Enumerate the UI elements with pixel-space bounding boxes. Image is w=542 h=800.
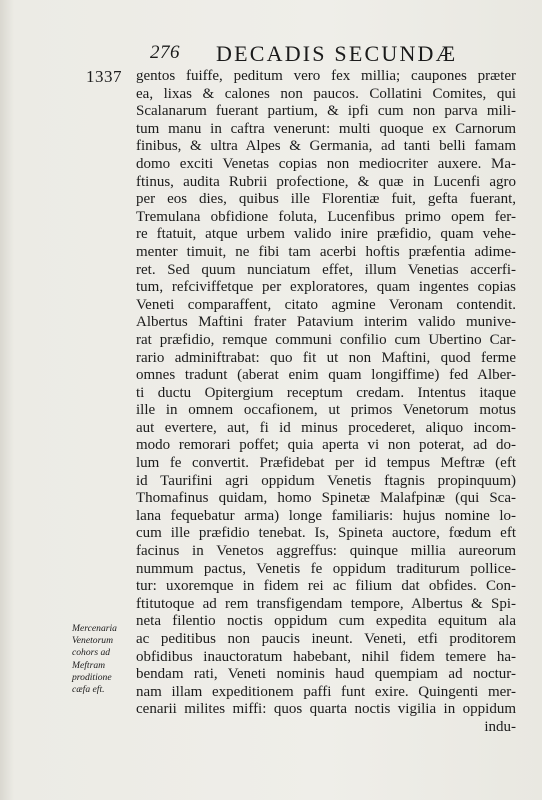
text-line: tur: uxoremque in fidem rei ac filium dat obfides. Con- (136, 578, 516, 595)
text-line: tum, refciviffetque per exploratores, quam ingentes copias (136, 279, 516, 296)
margin-note-line: Mercenaria (72, 623, 117, 634)
text-line: ille in omnem occafionem, ut primos Venetorum motus (136, 402, 516, 419)
text-line: obfidibus inauctoratum habebant, nihil fidem temere ha- (136, 648, 516, 665)
text-line: Tremulana obfidione foluta, Lucenfibus primo opem fer- (136, 208, 516, 225)
text-line: ret. Sed quum nunciatum effet, illum Venetias accerfi- (136, 261, 516, 278)
text-line: menter timuit, ne fibi tam acerbi hoftis præfentia adime- (136, 243, 516, 260)
margin-year: 1337 (86, 67, 122, 86)
margin-note-line: cæfa eft. (72, 684, 105, 696)
text-line: neta filentio noctis oppidum cum expedita equitum ala (136, 613, 516, 630)
text-line: nam illam expeditionem paffi funt exire. Quingenti mer- (136, 683, 516, 700)
text-line: ac peditibus non paucis ineunt. Veneti, etfi proditorem (136, 631, 516, 647)
margin-note-line: Meftram (72, 659, 106, 671)
text-line: ea, lixas & calones non paucos. Collatini Comites, qui (136, 85, 516, 102)
text-line: nummum pactus, Venetis fe oppidum traditurum pollice- (136, 560, 516, 577)
text-line: ti ductu Opitergium receptum credam. Intentus itaque (136, 384, 516, 401)
text-line: finibus, & ultra Alpes & Germania, ad tanti belli famam (136, 138, 516, 155)
text-line: ftitutoque ad rem transfigendam tempore, Albertus & Spi- (136, 595, 516, 612)
text-line: cum ille præfidio tenebat. Is, Spineta auctore, fœdum eft (136, 525, 516, 542)
text-line: rat præfidio, remque communi confilio cum Ubertino Car- (136, 331, 516, 348)
text-line: aut evertere, aut, fi id minus procederet, aliquo incom- (136, 419, 516, 436)
margin-note-line: proditione (72, 671, 112, 683)
page-number: 276 (150, 42, 180, 63)
text-line: rario adminiftrabat: quo fit ut non Maftini, quod ferme (136, 349, 516, 366)
text-line: re ftatuit, atque urbem valido inire præfidio, quam vehe- (136, 226, 516, 243)
text-line: indu- (484, 718, 516, 735)
text-line: Albertus Maftini frater Patavium interim valido munive- (136, 314, 516, 331)
text-line: Veneti comparaffent, citato agmine Veronam contendit. (136, 296, 516, 313)
margin-note-line: cohors ad (72, 647, 111, 659)
text-line: Thomafinus quidam, homo Spinetæ Malafpinæ (qui Sca- (136, 490, 516, 507)
text-line: omnes tradunt (aberat enim quam longiffime) fed Alber- (136, 367, 516, 384)
text-line: per eos dies, quibus ille Florentiæ fuit, gefta fuerant, (136, 191, 516, 208)
text-line: facinus in Venetos aggreffus: quinque millia aureorum (136, 543, 516, 560)
margin-note (72, 623, 134, 696)
text-line: domo exciti Venetas copias non mediocriter auxere. Ma- (136, 155, 516, 172)
text-line: gentos fuiffe, peditum vero fex millia; caupones præter (136, 68, 516, 84)
margin-note-line: Venetorum (72, 635, 114, 647)
text-line: id Taurifini agri oppidum Venetis ftagnis propinquum) (136, 472, 516, 489)
page-header (150, 42, 490, 66)
text-line: Scalanarum fuerant partium, & ipfi cum non parva mili- (136, 103, 516, 120)
text-line: lana fequebatur arma) longe familiaris: hujus nomine lo- (136, 507, 516, 524)
text-line: tum manu in caftra venerunt: multi quoque ex Carnorum (136, 120, 516, 137)
text-line: bendam rati, Veneti nominis haud quempiam ad noctur- (136, 666, 516, 683)
text-line: lum fe convertit. Præfidebat per id tempus Meftræ (eft (136, 455, 516, 472)
running-head: DECADIS SECUNDÆ (216, 41, 458, 66)
text-line: modo remorari poffet; quia aperta vi non poterat, ad do- (136, 437, 516, 454)
body-text (136, 68, 516, 737)
text-line: cenarii milites miffi: quos quarta noctis vigilia in oppidum (136, 701, 516, 718)
text-line: ftinus, audita Rubrii profectione, & quæ in Lucenfi agro (136, 173, 516, 190)
